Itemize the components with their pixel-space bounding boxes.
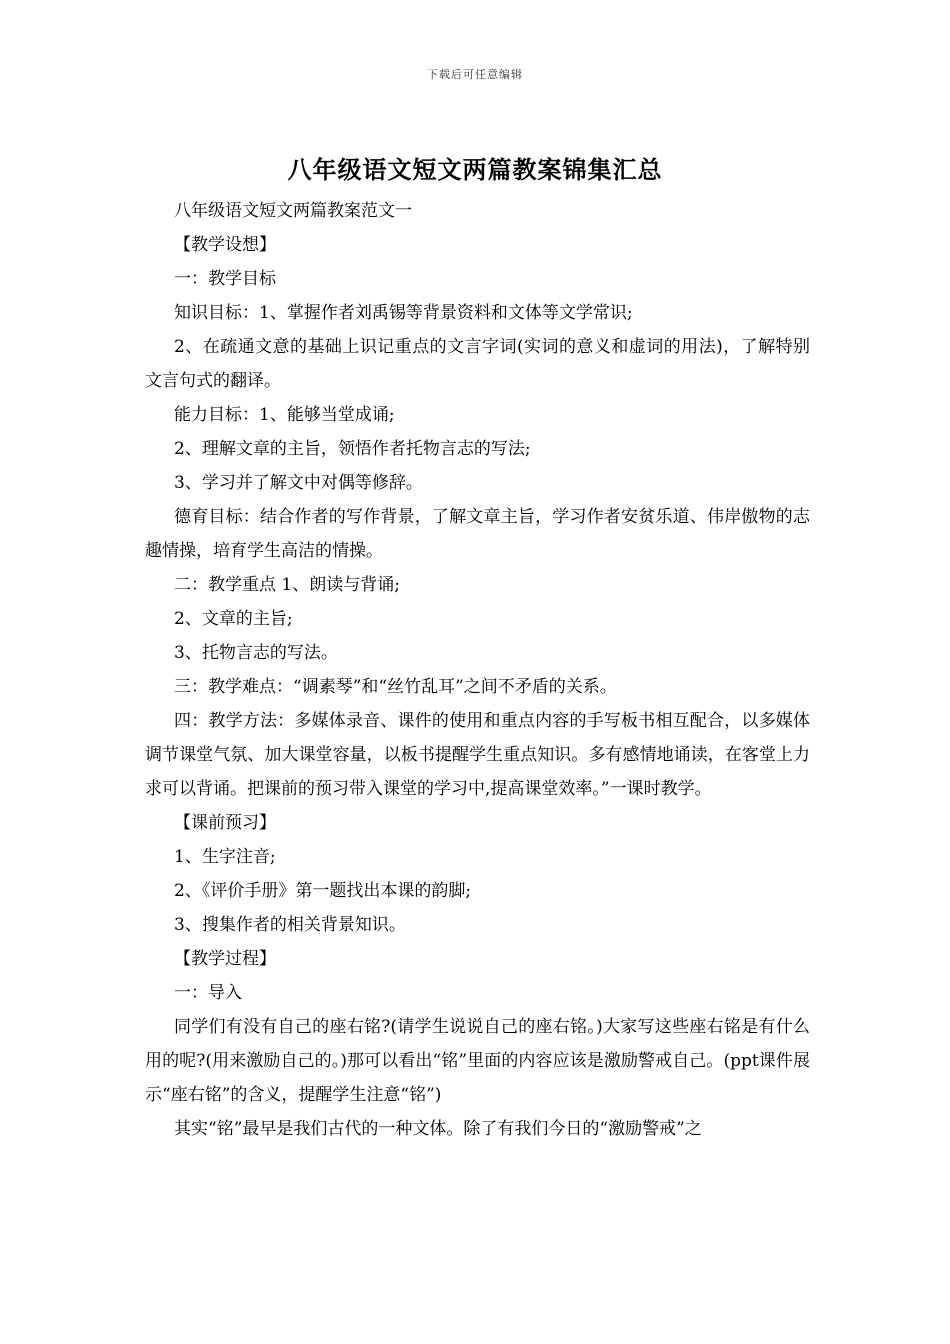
document-title: 八年级语文短文两篇教案锦集汇总: [287, 155, 663, 184]
paragraph: 2、《评价手册》第一题找出本课的韵脚;: [174, 881, 472, 901]
paragraph: 3、搜集作者的相关背景知识。: [174, 915, 406, 935]
section-subtitle: 八年级语文短文两篇教案范文一: [174, 201, 412, 221]
paragraph: 2、理解文章的主旨，领悟作者托物言志的写法;: [174, 439, 531, 459]
section-heading-teaching-design: 【教学设想】: [174, 235, 276, 255]
paragraph: 三：教学难点：“调素琴”和“丝竹乱耳”之间不矛盾的关系。: [174, 677, 617, 697]
paragraph: 1、生字注音;: [174, 847, 276, 867]
paragraph: 能力目标：1、能够当堂成诵;: [174, 405, 395, 425]
paragraph: 知识目标：1、掌握作者刘禹锡等背景资料和文体等文学常识;: [174, 303, 633, 323]
section-heading-preview: 【课前预习】: [174, 813, 276, 833]
paragraph: 3、学习并了解文中对偶等修辞。: [174, 473, 423, 493]
paragraph: 同学们有没有自己的座右铭?(请学生说说自己的座右铭。)大家写这些座右铭是有什么用的呢?(用来激励自己的。)那可以看出“铭”里面的内容应该是激励警戒自己。(ppt课件展示“座右铭”的含义，提醒学生注意“铭”): [145, 1017, 810, 1105]
header-note: 下载后可任意编辑: [427, 68, 523, 81]
paragraph: 其实“铭”最早是我们古代的一种文体。除了有我们今日的“激励警戒”之: [174, 1119, 702, 1139]
heading-teaching-objectives: 一：教学目标: [174, 269, 276, 289]
section-heading-teaching-process: 【教学过程】: [174, 949, 276, 969]
paragraph: 二：教学重点 1、朗读与背诵;: [174, 575, 400, 595]
paragraph: 2、在疏通文意的基础上识记重点的文言字词(实词的意义和虚词的用法)，了解特别文言句式的翻译。: [145, 337, 810, 391]
document-body: [145, 194, 810, 1146]
paragraph: 2、文章的主旨;: [174, 609, 293, 629]
heading-introduction: 一：导入: [174, 983, 242, 1003]
paragraph: 德育目标：结合作者的写作背景，了解文章主旨，学习作者安贫乐道、伟岸傲物的志趣情操，培育学生高洁的情操。: [145, 507, 810, 561]
paragraph: 3、托物言志的写法。: [174, 643, 338, 663]
paragraph: 四：教学方法：多媒体录音、课件的使用和重点内容的手写板书相互配合，以多媒体调节课堂气氛、加大课堂容量，以板书提醒学生重点知识。多有感情地诵读，在客堂上力求可以背诵。把课前的预习带入课堂的学习中,提高课堂效率。”一课时教学。: [145, 711, 810, 799]
